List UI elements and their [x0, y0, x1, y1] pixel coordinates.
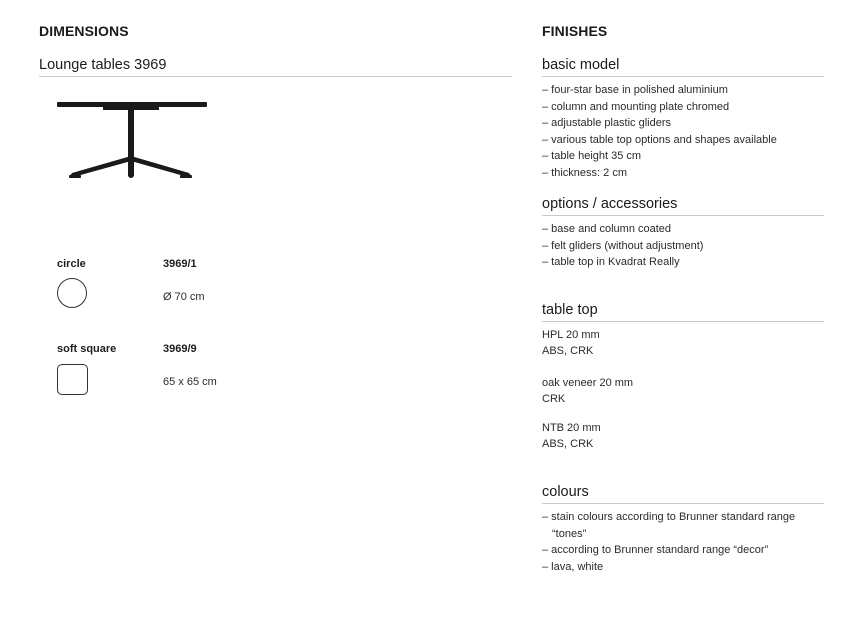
table-top-entry-ntb [542, 420, 601, 452]
table-top-edges: ABS, CRK [542, 438, 594, 450]
variant-code-soft-square: 3969/9 [163, 343, 197, 355]
colours-list [542, 509, 832, 575]
list-item: – four-star base in polished aluminium [542, 84, 728, 96]
list-item: – various table top options and shapes available [542, 133, 777, 146]
list-item: – adjustable plastic gliders [542, 117, 672, 130]
table-top-material: oak veneer 20 mm [542, 377, 634, 389]
options-accessories-title: options / accessories [542, 196, 824, 216]
variant-code-circle: 3969/1 [163, 258, 197, 270]
list-item: – base and column coated [542, 223, 672, 235]
table-top-edges: CRK [542, 393, 566, 405]
finishes-heading: FINISHES [542, 23, 608, 39]
list-item: – table height 35 cm [542, 150, 642, 163]
list-item: – lava, white [542, 560, 604, 573]
list-item: – stain colours according to Brunner standard range “tones” [542, 511, 796, 540]
circle-shape-icon [57, 278, 87, 308]
colours-title: colours [542, 484, 824, 504]
list-item: – felt gliders (without adjustment) [542, 239, 704, 252]
table-top-material: HPL 20 mm [542, 329, 600, 341]
table-top-entry-hpl [542, 327, 600, 359]
variant-size-soft-square: 65 x 65 cm [163, 376, 217, 388]
options-accessories-list [542, 221, 832, 271]
variant-label-circle: circle [57, 258, 86, 270]
list-item: – thickness: 2 cm [542, 166, 627, 179]
basic-model-title: basic model [542, 57, 824, 77]
variant-size-circle: Ø 70 cm [163, 291, 205, 303]
table-top-title: table top [542, 302, 824, 322]
list-item: – according to Brunner standard range “decor” [542, 544, 769, 557]
product-title: Lounge tables 3969 [39, 57, 512, 77]
table-top-edges: ABS, CRK [542, 345, 594, 357]
variant-label-soft-square: soft square [57, 343, 117, 355]
list-item: – table top in Kvadrat Really [542, 256, 680, 269]
table-top-material: NTB 20 mm [542, 422, 601, 434]
soft-square-shape-icon [57, 364, 88, 395]
dimensions-heading: DIMENSIONS [39, 23, 129, 39]
table-side-view-drawing [55, 98, 210, 183]
basic-model-list [542, 82, 832, 182]
list-item: – column and mounting plate chromed [542, 100, 730, 113]
table-top-entry-oak [542, 375, 633, 407]
